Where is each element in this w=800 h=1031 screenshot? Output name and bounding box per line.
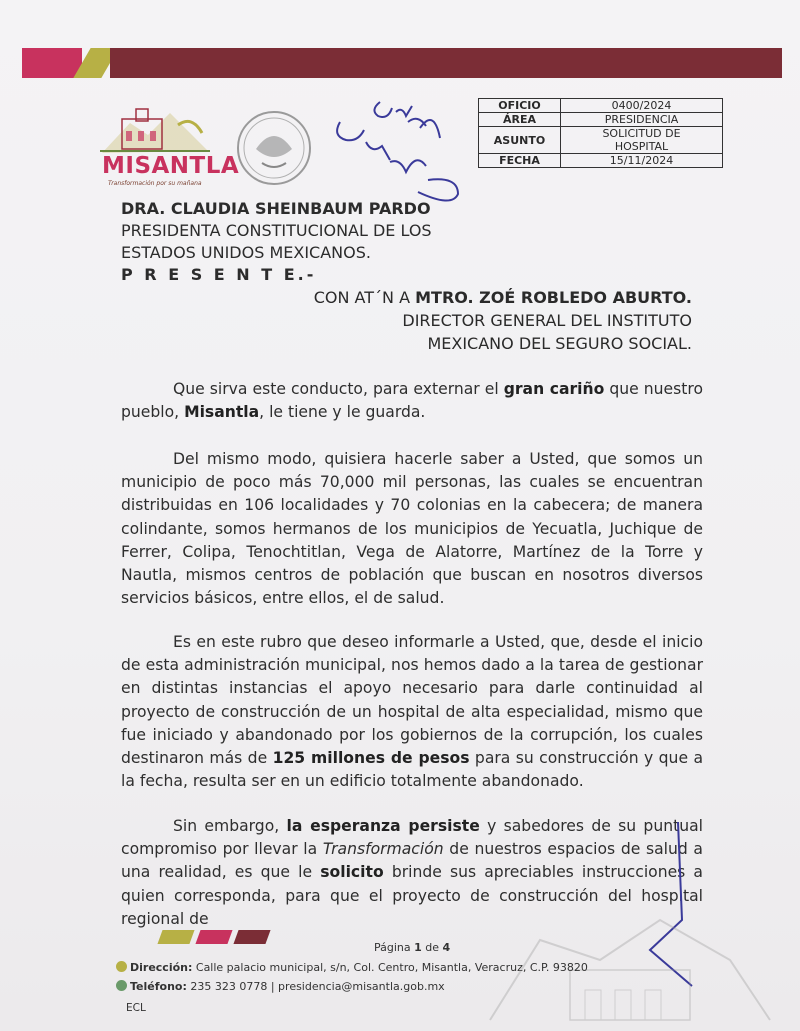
info-value: 15/11/2024 xyxy=(561,154,723,168)
author-initials: ECL xyxy=(126,1002,146,1014)
header-color-band xyxy=(22,48,782,78)
recipient-block xyxy=(121,198,721,286)
logo-town-name: MISANTLA xyxy=(102,153,240,179)
logo-motto: Transformación por su mañana xyxy=(108,180,202,187)
recipient-title-line2: ESTADOS UNIDOS MEXICANOS. xyxy=(121,243,371,262)
page-number: Página 1 de 4 xyxy=(374,941,451,954)
footer-phone: Teléfono: 235 323 0778 | presidencia@misantla.gob.mx xyxy=(116,977,588,996)
footer-address: Dirección: Calle palacio municipal, s/n, Col. Centro, Misantla, Veracruz, C.P. 93820 xyxy=(116,958,588,977)
recipient-name: DRA. CLAUDIA SHEINBAUM PARDO xyxy=(121,199,431,218)
body-paragraph-2: Del mismo modo, quisiera hacerle saber a Usted, que somos un municipio de poco más 70,000 mil personas, las cuales se encuentran distribuidas en 106 localidades y 70 colonias en la cabecera; de manera colindante, somos hermanos de los municipios de Yecuatla, Juchique de Ferrer, Colipa, Tenochtitlan, Vega de Alatorre, Martínez de la Torre y Nautla, mismos centros de población que buscan en nosotros diversos servicios básicos, entre ellos, el de salud. xyxy=(121,450,703,608)
info-row xyxy=(479,99,723,113)
attention-line2: DIRECTOR GENERAL DEL INSTITUTO xyxy=(402,311,692,330)
info-value: 0400/2024 xyxy=(561,99,723,113)
attention-line3: MEXICANO DEL SEGURO SOCIAL. xyxy=(427,334,692,353)
body-paragraph-4: Sin embargo, la esperanza persiste y sabedores de su puntual compromiso por llevar la Transformación de nuestros espacios de salud a una realidad, es que le solicito brinde sus apreciables instrucciones a quien corresponda, para que el proyecto de construcción del hospital regional de xyxy=(121,817,703,928)
phone-icon xyxy=(116,980,127,991)
info-row xyxy=(479,154,723,168)
attention-line1 xyxy=(300,286,692,309)
info-row xyxy=(479,127,723,154)
info-key: OFICIO xyxy=(479,99,561,113)
band-pink-segment xyxy=(22,48,82,78)
attention-block xyxy=(300,286,692,355)
footer-contact xyxy=(116,958,588,996)
misantla-logo xyxy=(100,105,240,195)
national-seal-icon xyxy=(232,105,316,195)
footer-pink-bar xyxy=(195,930,232,944)
info-value: SOLICITUD DE HOSPITAL xyxy=(561,127,723,154)
attention-prefix: CON AT´N A xyxy=(313,288,416,307)
info-row xyxy=(479,113,723,127)
body-paragraph-1: Que sirva este conducto, para externar el gran cariño que nuestro pueblo, Misantla, le tiene y le guarda. xyxy=(121,380,703,422)
presente-label: P R E S E N T E.- xyxy=(121,265,317,284)
band-wine-segment xyxy=(110,48,782,78)
info-key: FECHA xyxy=(479,154,561,168)
footer-wine-bar xyxy=(233,930,270,944)
attention-name: MTRO. ZOÉ ROBLEDO ABURTO. xyxy=(415,288,692,307)
footer-color-bars xyxy=(160,930,270,944)
info-key: ASUNTO xyxy=(479,127,561,154)
location-pin-icon xyxy=(116,961,127,972)
body-paragraph-3: Es en este rubro que deseo informarle a Usted, que, desde el inicio de esta administración municipal, nos hemos dado a la tarea de gestionar en distintas instancias el apoyo necesario para darle continuidad al proyecto de construcción de un hospital de alta especialidad, mismo que fue iniciado y abandonado por los gobiernos de la corrupción, los cuales destinaron más de 125 millones de pesos para su construcción y que a la fecha, resulta ser en un edificio totalmente abandonado. xyxy=(121,633,704,791)
info-key: ÁREA xyxy=(479,113,561,127)
info-value: PRESIDENCIA xyxy=(561,113,723,127)
recipient-title-line1: PRESIDENTA CONSTITUCIONAL DE LOS xyxy=(121,221,432,240)
town-hall-icon xyxy=(100,105,210,157)
footer-olive-bar xyxy=(157,930,194,944)
document-info-table xyxy=(478,98,723,168)
